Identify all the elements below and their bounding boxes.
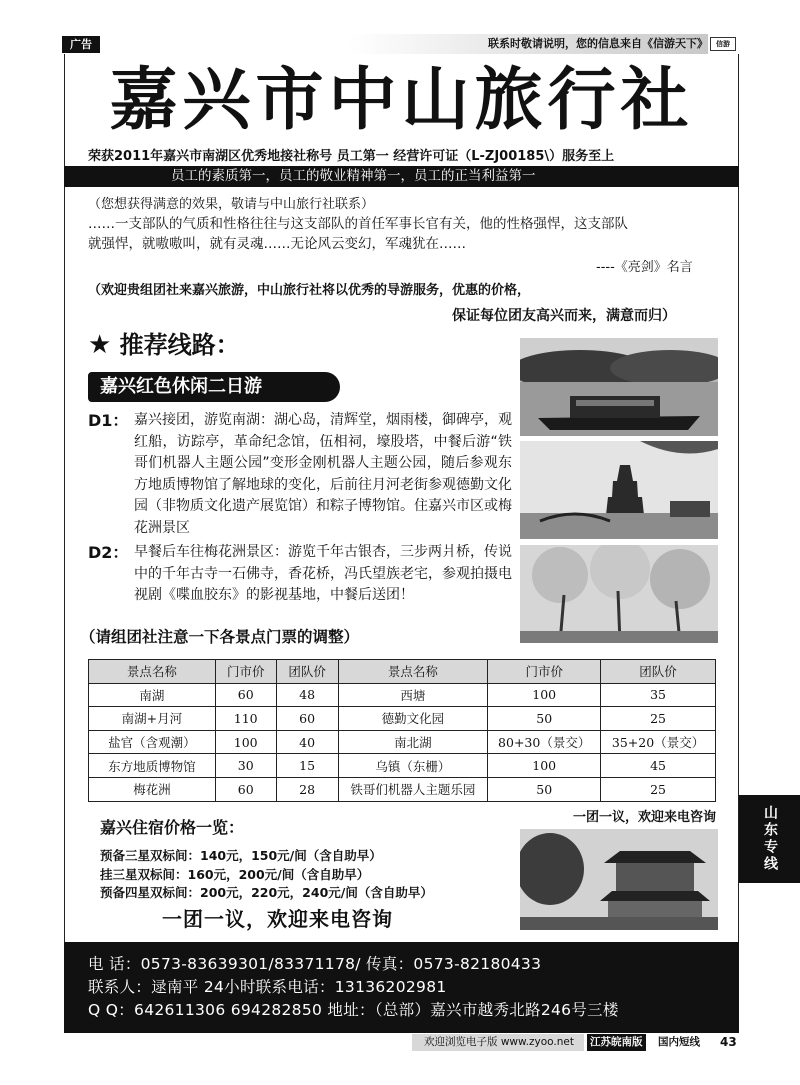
route-name-tag: 嘉兴红色休闲二日游	[88, 372, 340, 402]
ticket-price-table	[88, 659, 716, 802]
table-cell: 15	[276, 754, 338, 778]
table-cell: 梅花洲	[89, 777, 216, 801]
photo-pagoda	[520, 441, 718, 539]
table-cell: 110	[215, 707, 276, 731]
table-cell: 60	[276, 707, 338, 731]
page-footer	[412, 1034, 742, 1051]
table-cell: 25	[601, 707, 716, 731]
lodging-title: 嘉兴住宿价格一览：	[100, 818, 245, 837]
table-row	[89, 777, 716, 801]
table-cell: 30	[215, 754, 276, 778]
welcome-line1: （欢迎贵组团社来嘉兴旅游，中山旅行社将以优秀的导游服务，优惠的价格，	[88, 283, 531, 298]
day-label: D1：	[88, 411, 129, 430]
recommend-label: 推荐线路：	[119, 331, 240, 359]
table-cell: 50	[488, 707, 601, 731]
table-row	[89, 707, 716, 731]
table-cell: 60	[215, 683, 276, 707]
recommend-title	[88, 325, 240, 360]
table-row	[89, 754, 716, 778]
header-cell: 团队价	[601, 660, 716, 684]
agency-title: 嘉兴市中山旅行社	[109, 60, 694, 140]
table-cell: 80+30（景交）	[488, 730, 601, 754]
contact-block	[64, 942, 739, 1033]
table-cell: 25	[601, 777, 716, 801]
photo-red-boat	[520, 338, 718, 436]
day-label: D2：	[88, 543, 129, 562]
table-cell: 100	[215, 730, 276, 754]
table-cell: 50	[488, 777, 601, 801]
table-cell: 南北湖	[338, 730, 488, 754]
table-row	[89, 730, 716, 754]
contact-person-line: 联系人：逯南平 24小时联系电话：13136202981	[88, 978, 447, 996]
star-icon: ★	[88, 330, 112, 360]
lodging-line: 预备三星双标间：140元，150元/间（含自助早）	[100, 848, 382, 863]
intro-quote-line1: ……一支部队的气质和性格往往与这支部队的首任军事长官有关，他的性格强悍，这支部队	[88, 216, 628, 232]
day-description: 早餐后车往梅花洲景区：游览千年古银杏，三步两爿桥，传说中的千年古寺一石佛寺，香花桥，冯氏望族老宅，参观拍摄电视剧《喋血胶东》的影视基地，中餐后送团！	[134, 544, 512, 603]
header-cell: 门市价	[215, 660, 276, 684]
table-cell: 60	[215, 777, 276, 801]
consult-banner: 一团一议，欢迎来电咨询	[162, 907, 393, 931]
table-row	[89, 683, 716, 707]
intro-quote-line2: 就强悍，就嗷嗷叫，就有灵魂……无论风云变幻，军魂犹在……	[88, 236, 466, 252]
quote-source: ----《亮剑》名言	[596, 260, 693, 275]
header-cell: 景点名称	[89, 660, 216, 684]
lodging-line: 预备四星双标间：200元，220元，240元/间（含自助早）	[100, 885, 433, 900]
browse-link[interactable]: 欢迎浏览电子版 www.zyoo.net	[412, 1034, 584, 1051]
honor-line: 荣获2011年嘉兴市南湖区优秀地接社称号 员工第一 经营许可证（L-ZJ00185\）服务至上	[88, 149, 615, 164]
edition-tag: 江苏皖南版	[587, 1034, 646, 1051]
header-cell: 景点名称	[338, 660, 488, 684]
table-cell: 40	[276, 730, 338, 754]
photo-temple	[520, 829, 718, 930]
page-number: 43	[720, 1035, 737, 1049]
section-label: 国内短线	[658, 1036, 700, 1048]
consult-note: 一团一议，欢迎来电咨询	[572, 810, 716, 825]
header-cell: 团队价	[276, 660, 338, 684]
xinyou-logo: 信游	[710, 37, 736, 51]
phone-line: 电 话：0573-83639301/83371178/ 传真：0573-82180433	[88, 955, 542, 973]
qq-address-line: Q Q：642611306 694282850 地址：（总部）嘉兴市越秀北路246号三楼	[88, 1001, 619, 1019]
header-cell: 门市价	[488, 660, 601, 684]
table-cell: 45	[601, 754, 716, 778]
welcome-line2: 保证每位团友高兴而来，满意而归）	[452, 308, 676, 324]
table-cell: 48	[276, 683, 338, 707]
lodging-line: 挂三星双标间：160元，200元/间（含自助早）	[100, 867, 370, 882]
top-strip	[0, 34, 800, 54]
table-cell: 东方地质博物馆	[89, 754, 216, 778]
table-cell: 35+20（景交）	[601, 730, 716, 754]
table-cell: 西塘	[338, 683, 488, 707]
intro-contact-line: （您想获得满意的效果，敬请与中山旅行社联系）	[88, 197, 375, 212]
table-cell: 28	[276, 777, 338, 801]
slogan-bar: 员工的素质第一，员工的敬业精神第一，员工的正当利益第一	[64, 166, 739, 187]
source-note: 联系时敬请说明，您的信息来自《信游天下》	[348, 34, 708, 54]
ticket-notice: （请组团社注意一下各景点门票的调整）	[80, 628, 360, 646]
table-cell: 南湖	[89, 683, 216, 707]
photo-plum-blossom	[520, 545, 718, 643]
table-cell: 乌镇（东栅）	[338, 754, 488, 778]
table-cell: 100	[488, 754, 601, 778]
table-header-row	[89, 660, 716, 684]
section-side-tab: 山东专线	[739, 795, 800, 883]
table-cell: 铁哥们机器人主题乐园	[338, 777, 488, 801]
table-cell: 德勤文化园	[338, 707, 488, 731]
table-cell: 35	[601, 683, 716, 707]
day-description: 嘉兴接团，游览南湖：湖心岛，清辉堂，烟雨楼，御碑亭，观红船，访踪亭，革命纪念馆，伍相祠，壕股塔，中餐后游“铁哥们机器人主题公园”变形金刚机器人主题公园，随后参观东方地质博物馆了解地球的变化，后前往月河老街参观德勤文化园（非物质文化遗产展览馆）和粽子博物馆。住嘉兴市区或梅花洲景区	[134, 412, 512, 536]
table-cell: 盐官（含观潮）	[89, 730, 216, 754]
table-cell: 100	[488, 683, 601, 707]
table-cell: 南湖+月河	[89, 707, 216, 731]
ad-tag: 广告	[62, 36, 100, 53]
